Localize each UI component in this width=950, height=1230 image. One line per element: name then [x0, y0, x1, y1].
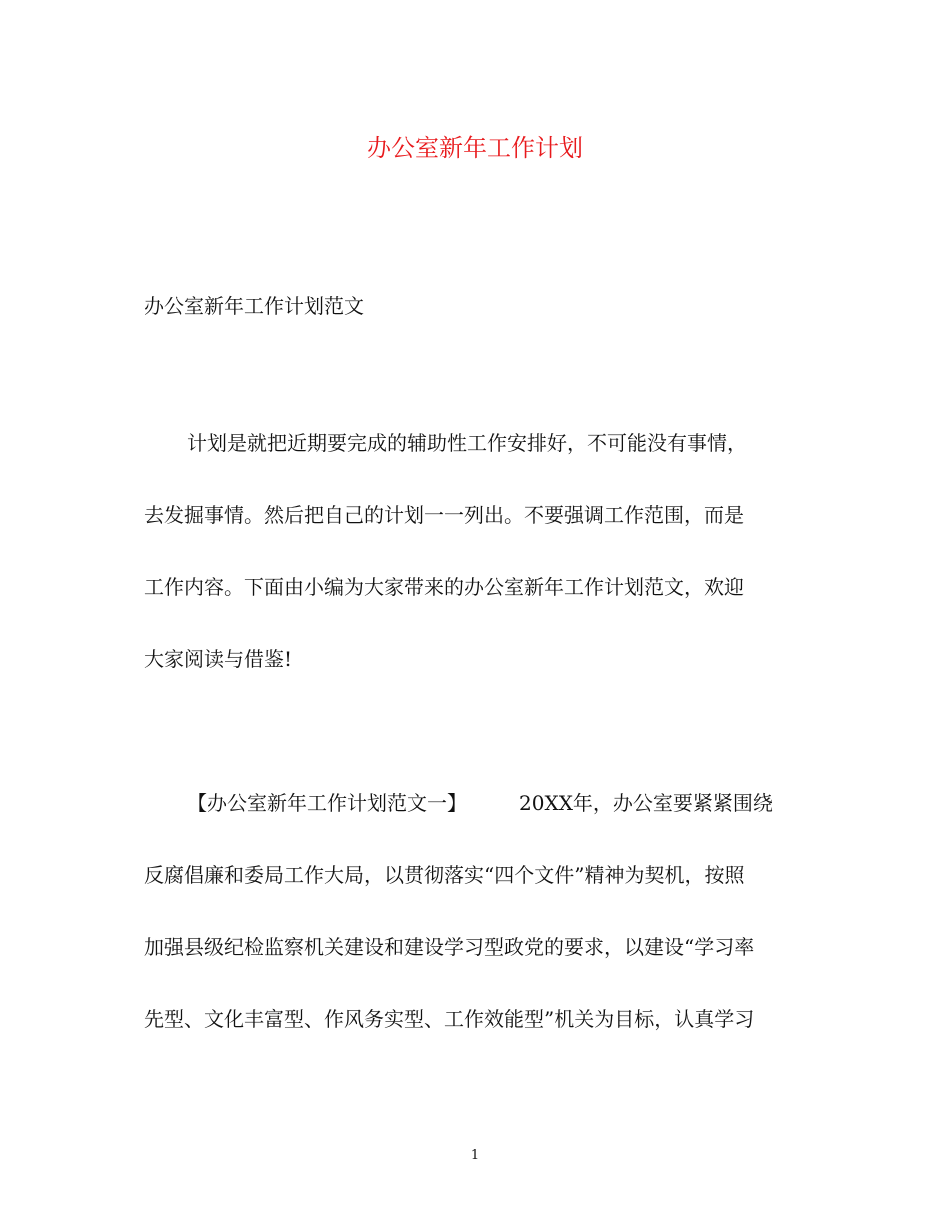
document-title: 办公室新年工作计划	[367, 134, 583, 162]
paragraph-line: 去发掘事情。然后把自己的计划一一列出。不要强调工作范围，而是	[144, 503, 744, 527]
paragraph-line: 计划是就把近期要完成的辅助性工作安排好，不可能没有事情，	[187, 431, 747, 455]
paragraph-line: 加强县级纪检监察机关建设和建设学习型政党的要求，以建设“学习率	[144, 935, 755, 959]
paragraph-line: 大家阅读与借鉴!	[144, 647, 293, 671]
section-first-line-text: 20XX年，办公室要紧紧围绕	[519, 791, 773, 815]
paragraph-line: 工作内容。下面由小编为大家带来的办公室新年工作计划范文，欢迎	[144, 575, 744, 599]
section-one-first-line	[144, 785, 808, 857]
intro-paragraph	[144, 425, 808, 713]
page-number: 1	[470, 1148, 480, 1163]
paragraph-line: 反腐倡廉和委局工作大局，以贯彻落实“四个文件”精神为契机，按照	[144, 863, 745, 887]
section-heading: 【办公室新年工作计划范文一】	[187, 791, 467, 815]
document-subtitle: 办公室新年工作计划范文	[144, 294, 364, 318]
section-one-paragraph	[144, 785, 808, 1073]
paragraph-line: 先型、文化丰富型、作风务实型、工作效能型”机关为目标，认真学习	[144, 1007, 755, 1031]
